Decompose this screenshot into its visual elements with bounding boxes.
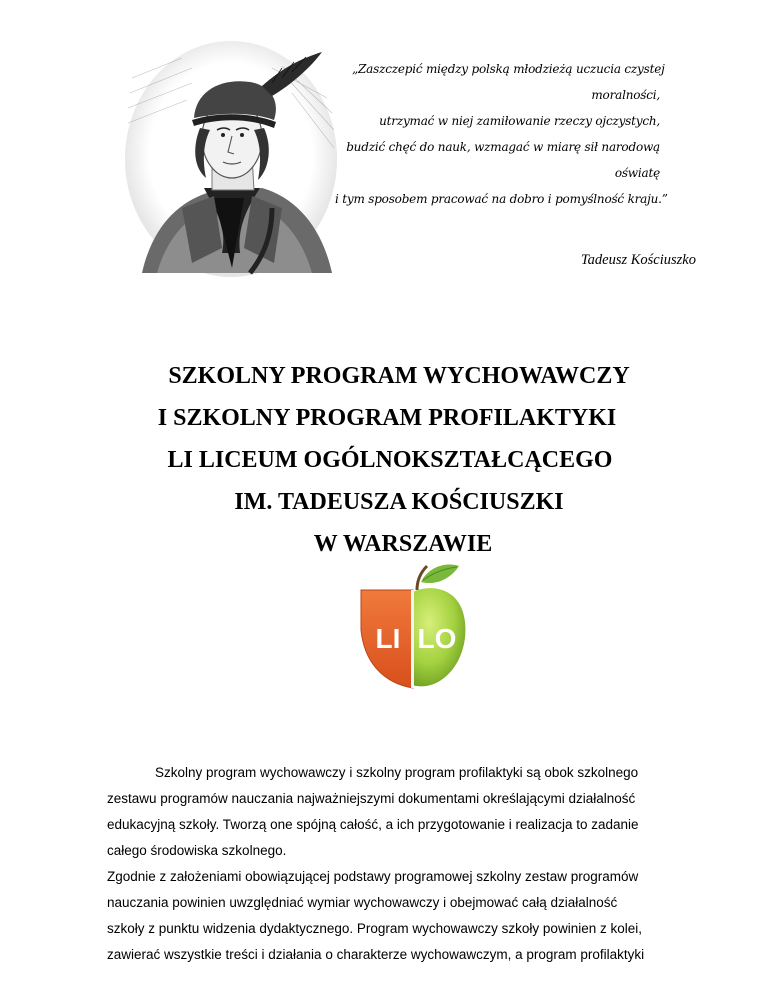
- logo-right-text: LO: [417, 623, 457, 654]
- quote-block: [335, 56, 668, 212]
- document-title: [0, 355, 768, 565]
- quote-line: „Zaszczepić między polską młodzieżą uczucia czystej: [352, 62, 665, 76]
- body-line: zawierać wszystkie treści i działania o charakterze wychowawczym, a program profilaktyki: [107, 947, 645, 962]
- school-logo: [355, 560, 470, 695]
- title-line: IM. TADEUSZA KOŚCIUSZKI: [234, 489, 564, 515]
- quote-author: Tadeusz Kościuszko: [580, 252, 696, 268]
- body-line: nauczania powinien uwzględniać wymiar wychowawczy i obejmować całą działalność: [107, 895, 618, 910]
- body-line: szkoły z punktu widzenia dydaktycznego. Program wychowawczy szkoły powinien z kolei,: [107, 921, 642, 936]
- quote-line: utrzymać w niej zamiłowanie rzeczy ojczystych,: [379, 114, 660, 128]
- body-paragraph: [107, 760, 707, 968]
- quote-line: budzić chęć do nauk, wzmagać w miarę sił narodową: [346, 140, 660, 154]
- body-line: edukacyjną szkoły. Tworzą one spójną całość, a ich przygotowanie i realizacja to zadanie: [107, 817, 639, 832]
- body-line: zestawu programów nauczania najważniejszymi dokumentami określającymi działalność: [107, 791, 636, 806]
- title-line: LI LICEUM OGÓLNOKSZTAŁCĄCEGO: [167, 447, 613, 473]
- body-line: całego środowiska szkolnego.: [107, 843, 287, 858]
- body-line: Zgodnie z założeniami obowiązującej podstawy programowej szkolny zestaw programów: [107, 869, 639, 884]
- title-line: SZKOLNY PROGRAM WYCHOWAWCZY: [168, 363, 630, 389]
- title-line: W WARSZAWIE: [313, 531, 493, 557]
- quote-line: oświatę: [614, 166, 660, 180]
- quote-line: moralności,: [591, 88, 660, 102]
- body-line: Szkolny program wychowawczy i szkolny program profilaktyki są obok szkolnego: [155, 765, 639, 780]
- title-line: I SZKOLNY PROGRAM PROFILAKTYKI: [157, 405, 617, 431]
- quote-line: i tym sposobem pracować na dobro i pomyślność kraju.”: [335, 192, 668, 206]
- portrait-engraving: [122, 38, 340, 280]
- logo-left-text: LI: [375, 623, 401, 654]
